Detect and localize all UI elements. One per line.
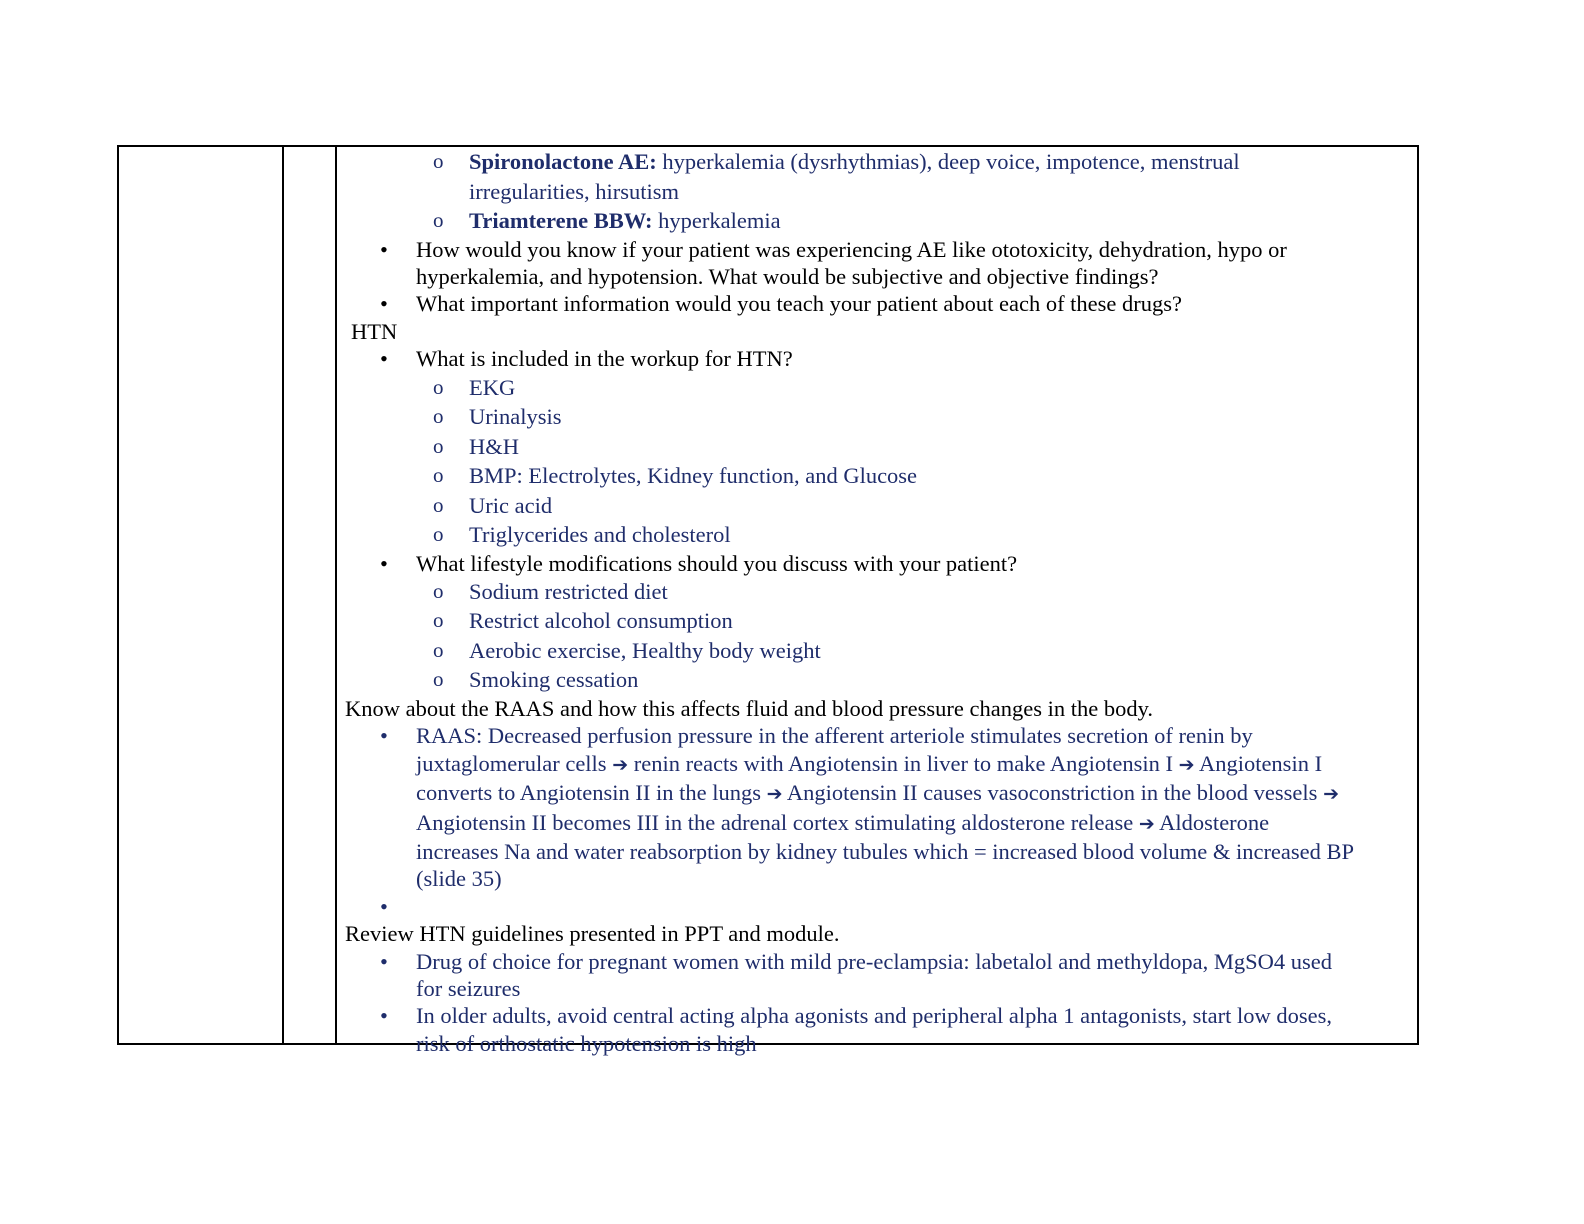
sub-bullet-icon: o [433, 608, 444, 633]
workup-question: What is included in the workup for HTN? [416, 346, 793, 372]
workup-item [345, 520, 1409, 550]
spironolactone-text-cont: irregularities, hirsutism [469, 178, 679, 204]
raas-line4a: Angiotensin II becomes III in the adrenal cortex stimulating aldosterone release [416, 809, 1139, 835]
workup-item [345, 402, 1409, 432]
bullet-icon: • [380, 723, 388, 749]
sub-bullet-icon: o [433, 667, 444, 692]
sub-bullet-icon: o [433, 149, 444, 173]
htn-heading: HTN [351, 318, 398, 344]
sub-bullet-icon: o [433, 578, 444, 603]
sub-bullet-icon: o [433, 433, 444, 458]
lifestyle-item-text: Aerobic exercise, Healthy body weight [469, 637, 821, 663]
raas-line2c: Angiotensin I [1194, 750, 1323, 776]
workup-item [345, 461, 1409, 491]
workup-item [345, 491, 1409, 521]
triamterene-bbw-item [345, 206, 1409, 236]
right-arrow-icon: ➔ [1323, 783, 1339, 806]
notes-cell [345, 147, 1409, 1057]
column-divider-1 [282, 147, 284, 1043]
ae-question-line1: How would you know if your patient was experiencing AE like ototoxicity, dehydration, hypo or [416, 236, 1287, 262]
lifestyle-item [345, 636, 1409, 666]
raas-line4 [416, 809, 1409, 838]
right-arrow-icon: ➔ [1178, 753, 1195, 776]
lifestyle-item [345, 606, 1409, 636]
lifestyle-item-text: Smoking cessation [469, 667, 639, 693]
sub-bullet-icon: o [433, 208, 444, 232]
triamterene-label: Triamterene BBW: [469, 208, 653, 233]
workup-item-text: BMP: Electrolytes, Kidney function, and Glucose [469, 463, 918, 489]
spironolactone-ae-item [345, 147, 1409, 177]
bullet-icon: • [380, 1003, 388, 1029]
bullet-icon: • [380, 291, 388, 317]
raas-line5: increases Na and water reabsorption by kidney tubules which = increased blood volume & increased BP [416, 838, 1355, 864]
ae-question-item [345, 236, 1409, 291]
spironolactone-text: hyperkalemia (dysrhythmias), deep voice, impotence, menstrual [656, 149, 1240, 174]
right-arrow-icon: ➔ [1138, 812, 1155, 835]
raas-line3 [416, 779, 1409, 808]
raas-line4b: Aldosterone [1154, 809, 1270, 835]
workup-item [345, 373, 1409, 403]
empty-bullet-item [345, 893, 1409, 920]
raas-line2a: juxtaglomerular cells [416, 750, 613, 776]
raas-line1: RAAS: Decreased perfusion pressure in the afferent arteriole stimulates secretion of renin by [416, 723, 1253, 749]
lifestyle-item-text: Sodium restricted diet [469, 578, 668, 604]
lifestyle-item [345, 665, 1409, 695]
sub-bullet-icon: o [433, 492, 444, 517]
sub-bullet-icon: o [433, 522, 444, 547]
sub-bullet-icon: o [433, 637, 444, 662]
raas-item [345, 722, 1409, 892]
workup-question-item [345, 345, 1409, 372]
bullet-icon: • [380, 893, 388, 919]
raas-line6: (slide 35) [416, 866, 502, 892]
bullet-icon: • [380, 236, 388, 262]
guidelines-heading: Review HTN guidelines presented in PPT and module. [345, 921, 840, 947]
sub-bullet-icon: o [433, 404, 444, 429]
right-arrow-icon: ➔ [612, 753, 629, 776]
ae-question-line2: hyperkalemia, and hypotension. What would be subjective and objective findings? [416, 263, 1159, 289]
older-adults-guideline-item [345, 1002, 1409, 1057]
teach-question-item [345, 290, 1409, 317]
raas-heading: Know about the RAAS and how this affects fluid and blood pressure changes in the body. [345, 695, 1153, 721]
spironolactone-label: Spironolactone AE: [469, 149, 657, 174]
teach-question: What important information would you teach your patient about each of these drugs? [416, 291, 1183, 317]
workup-item-text: EKG [469, 374, 516, 400]
triamterene-text: hyperkalemia [652, 208, 781, 233]
pregnant-line2: for seizures [416, 976, 521, 1001]
lifestyle-item-text: Restrict alcohol consumption [469, 608, 733, 634]
workup-item [345, 432, 1409, 462]
older-line2: risk of orthostatic hypotension is high [416, 1030, 757, 1056]
pregnant-guideline-item [345, 948, 1409, 1003]
older-line1: In older adults, avoid central acting alpha agonists and peripheral alpha 1 antagonists, start low doses, [416, 1003, 1332, 1029]
lifestyle-question-item [345, 550, 1409, 577]
workup-item-text: H&H [469, 433, 519, 459]
lifestyle-question: What lifestyle modifications should you discuss with your patient? [416, 550, 1018, 576]
bullet-icon: • [380, 346, 388, 372]
content-table [117, 145, 1419, 1056]
raas-line2 [416, 750, 1409, 779]
raas-line2b: renin reacts with Angiotensin in liver to make Angiotensin I [628, 750, 1179, 776]
column-divider-2 [335, 147, 337, 1043]
raas-line3b: Angiotensin II causes vasoconstriction in the blood vessels [782, 780, 1324, 806]
lifestyle-item [345, 577, 1409, 607]
bullet-icon: • [380, 948, 388, 974]
workup-item-text: Urinalysis [469, 404, 562, 430]
workup-item-text: Triglycerides and cholesterol [469, 522, 731, 548]
sub-bullet-icon: o [433, 463, 444, 488]
bullet-icon: • [380, 550, 388, 576]
spironolactone-ae-continued [345, 177, 1409, 207]
workup-item-text: Uric acid [469, 492, 553, 518]
pregnant-line1: Drug of choice for pregnant women with mild pre-eclampsia: labetalol and methyldopa, MgSO4 used [416, 948, 1333, 974]
raas-line3a: converts to Angiotensin II in the lungs [416, 780, 767, 806]
sub-bullet-icon: o [433, 374, 444, 399]
right-arrow-icon: ➔ [766, 783, 783, 806]
